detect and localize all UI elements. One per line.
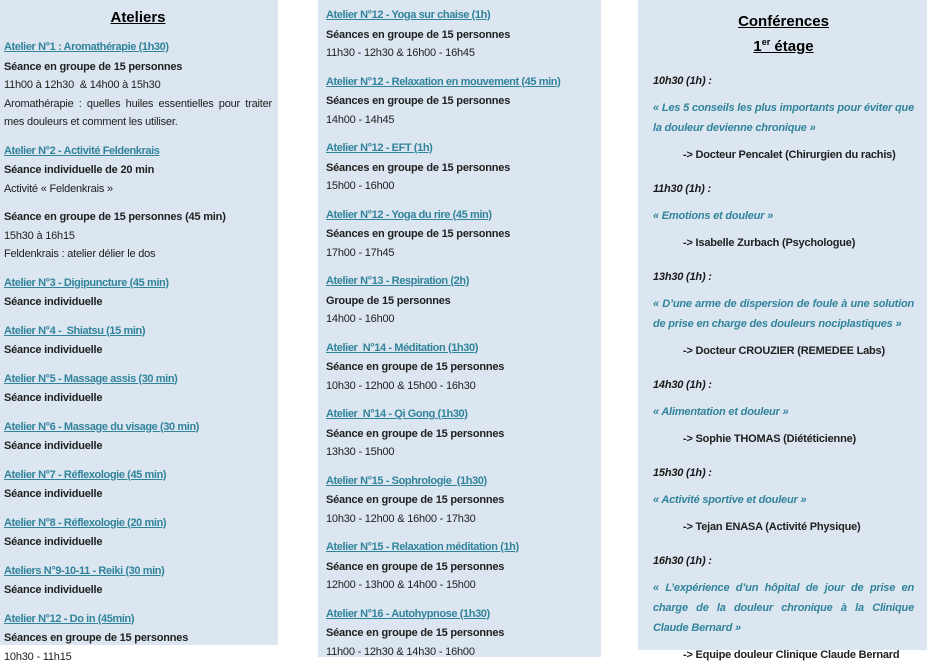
atelier-link[interactable]: Atelier N°13 - Respiration (2h)	[326, 272, 594, 291]
atelier-link[interactable]: Atelier N°8 - Réflexologie (20 min)	[4, 514, 272, 533]
atelier-detail: 13h30 - 15h00	[326, 443, 594, 462]
atelier-detail: Séances en groupe de 15 personnes	[326, 225, 594, 244]
atelier-detail: Séance individuelle	[4, 437, 272, 456]
ateliers-title: Ateliers	[4, 8, 272, 28]
atelier-detail: Séance en groupe de 15 personnes	[326, 491, 594, 510]
atelier-block	[4, 466, 272, 504]
atelier-block	[4, 418, 272, 456]
conference-time: 10h30 (1h) :	[653, 71, 914, 91]
atelier-block	[326, 339, 594, 396]
floor-ordinal-suffix: er	[762, 37, 771, 47]
atelier-detail: 14h00 - 14h45	[326, 111, 594, 130]
atelier-detail: Aromathérapie : quelles huiles essentielles pour traiter mes douleurs et comment les utiliser.	[4, 95, 272, 132]
atelier-link[interactable]: Atelier N°15 - Sophrologie (1h30)	[326, 472, 594, 491]
atelier-link[interactable]: Atelier N°3 - Digipuncture (45 min)	[4, 274, 272, 293]
conference-list	[653, 71, 914, 665]
conference-time: 11h30 (1h) :	[653, 179, 914, 199]
atelier-link[interactable]: Atelier N°16 - Autohypnose (1h30)	[326, 605, 594, 624]
atelier-block	[4, 142, 272, 199]
conference-speaker: -> Equipe douleur Clinique Claude Bernard	[653, 645, 914, 665]
atelier-detail: 10h30 - 12h00 & 15h00 - 16h30	[326, 377, 594, 396]
atelier-detail: Séance individuelle	[4, 581, 272, 600]
atelier-detail: Séances en groupe de 15 personnes	[326, 26, 594, 45]
atelier-link[interactable]: Atelier N°15 - Relaxation méditation (1h)	[326, 538, 594, 557]
atelier-detail: 17h00 - 17h45	[326, 244, 594, 263]
atelier-block	[4, 562, 272, 600]
conference-time: 13h30 (1h) :	[653, 267, 914, 287]
atelier-link[interactable]: Atelier N°2 - Activité Feldenkrais	[4, 142, 272, 161]
atelier-link[interactable]: Atelier N°7 - Réflexologie (45 min)	[4, 466, 272, 485]
atelier-block	[326, 206, 594, 263]
conference-title: « D’une arme de dispersion de foule à une solution de prise en charge des douleurs nociplastiques »	[653, 294, 914, 334]
atelier-block	[4, 514, 272, 552]
atelier-block	[326, 605, 594, 662]
conferences-column	[638, 0, 927, 650]
conference-time: 16h30 (1h) :	[653, 551, 914, 571]
atelier-detail: 14h00 - 16h00	[326, 310, 594, 329]
atelier-detail: Séance individuelle	[4, 293, 272, 312]
conference-title: « Emotions et douleur »	[653, 206, 914, 226]
atelier-detail: Séance individuelle de 20 min	[4, 161, 272, 180]
atelier-block	[4, 208, 272, 264]
atelier-detail: Séances en groupe de 15 personnes	[326, 92, 594, 111]
atelier-link[interactable]: Atelier N°6 - Massage du visage (30 min)	[4, 418, 272, 437]
atelier-detail: Séance individuelle	[4, 389, 272, 408]
atelier-link[interactable]: Atelier N°14 - Qi Gong (1h30)	[326, 405, 594, 424]
atelier-detail: Séance individuelle	[4, 341, 272, 360]
atelier-block	[326, 538, 594, 595]
atelier-block	[326, 472, 594, 529]
atelier-block	[326, 139, 594, 196]
atelier-block	[326, 6, 594, 63]
atelier-block	[326, 272, 594, 329]
atelier-detail: 10h30 - 11h15	[4, 648, 272, 666]
atelier-link[interactable]: Atelier N°12 - EFT (1h)	[326, 139, 594, 158]
atelier-block	[326, 405, 594, 462]
atelier-detail: Séance individuelle	[4, 485, 272, 504]
atelier-link[interactable]: Atelier N°12 - Relaxation en mouvement (45 min)	[326, 73, 594, 92]
atelier-block	[4, 322, 272, 360]
atelier-detail: 15h00 - 16h00	[326, 177, 594, 196]
conference-title: « L’expérience d’un hôpital de jour de prise en charge de la douleur chronique à la Clinique Claude Bernard »	[653, 578, 914, 638]
atelier-link[interactable]: Atelier N°5 - Massage assis (30 min)	[4, 370, 272, 389]
atelier-detail: 15h30 à 16h15	[4, 227, 272, 246]
atelier-link[interactable]: Atelier N°4 - Shiatsu (15 min)	[4, 322, 272, 341]
atelier-detail: Groupe de 15 personnes	[326, 292, 594, 311]
atelier-block	[4, 610, 272, 666]
atelier-link[interactable]: Atelier N°14 - Méditation (1h30)	[326, 339, 594, 358]
conference-time: 14h30 (1h) :	[653, 375, 914, 395]
atelier-detail: Séance en groupe de 15 personnes (45 min)	[4, 208, 272, 227]
conference-speaker: -> Docteur CROUZIER (REMEDEE Labs)	[653, 341, 914, 361]
floor-label: étage	[770, 38, 813, 55]
conference-speaker: -> Sophie THOMAS (Diététicienne)	[653, 429, 914, 449]
atelier-detail: 10h30 - 12h00 & 16h00 - 17h30	[326, 510, 594, 529]
conference-time: 15h30 (1h) :	[653, 463, 914, 483]
ateliers-column-1	[0, 0, 278, 645]
ateliers-column-2	[318, 0, 601, 657]
floor-number: 1	[753, 38, 761, 55]
atelier-detail: 12h00 - 13h00 & 14h00 - 15h00	[326, 576, 594, 595]
conference-title: « Les 5 conseils les plus importants pour éviter que la douleur devienne chronique »	[653, 98, 914, 138]
atelier-link[interactable]: Ateliers N°9-10-11 - Reiki (30 min)	[4, 562, 272, 581]
atelier-detail: Feldenkrais : atelier délier le dos	[4, 245, 272, 264]
atelier-detail: Séance en groupe de 15 personnes	[326, 624, 594, 643]
conference-speaker: -> Isabelle Zurbach (Psychologue)	[653, 233, 914, 253]
atelier-link[interactable]: Atelier N°1 : Aromathérapie (1h30)	[4, 38, 272, 57]
atelier-detail: Séance en groupe de 15 personnes	[326, 425, 594, 444]
atelier-block	[4, 370, 272, 408]
atelier-detail: Séances en groupe de 15 personnes	[4, 629, 272, 648]
atelier-block	[326, 73, 594, 130]
conference-title: « Activité sportive et douleur »	[653, 490, 914, 510]
atelier-detail: Séance en groupe de 15 personnes	[326, 358, 594, 377]
atelier-detail: Séance en groupe de 15 personnes	[4, 58, 272, 77]
conference-speaker: -> Docteur Pencalet (Chirurgien du rachis)	[653, 145, 914, 165]
atelier-link[interactable]: Atelier N°12 - Yoga du rire (45 min)	[326, 206, 594, 225]
atelier-list-1	[4, 38, 272, 666]
atelier-detail: Séance en groupe de 15 personnes	[326, 558, 594, 577]
atelier-detail: 11h30 - 12h30 & 16h00 - 16h45	[326, 44, 594, 63]
atelier-list-2	[326, 6, 594, 661]
atelier-link[interactable]: Atelier N°12 - Do in (45min)	[4, 610, 272, 629]
atelier-detail: Séances en groupe de 15 personnes	[326, 159, 594, 178]
conferences-title: Conférences 1er étage	[653, 12, 914, 57]
atelier-block	[4, 274, 272, 312]
conference-speaker: -> Tejan ENASA (Activité Physique)	[653, 517, 914, 537]
atelier-block	[4, 38, 272, 132]
atelier-link[interactable]: Atelier N°12 - Yoga sur chaise (1h)	[326, 6, 594, 25]
conference-title: « Alimentation et douleur »	[653, 402, 914, 422]
atelier-detail: Activité « Feldenkrais »	[4, 180, 272, 199]
atelier-detail: Séance individuelle	[4, 533, 272, 552]
atelier-detail: 11h00 - 12h30 & 14h30 - 16h00	[326, 643, 594, 662]
atelier-detail: 11h00 à 12h30 & 14h00 à 15h30	[4, 76, 272, 95]
